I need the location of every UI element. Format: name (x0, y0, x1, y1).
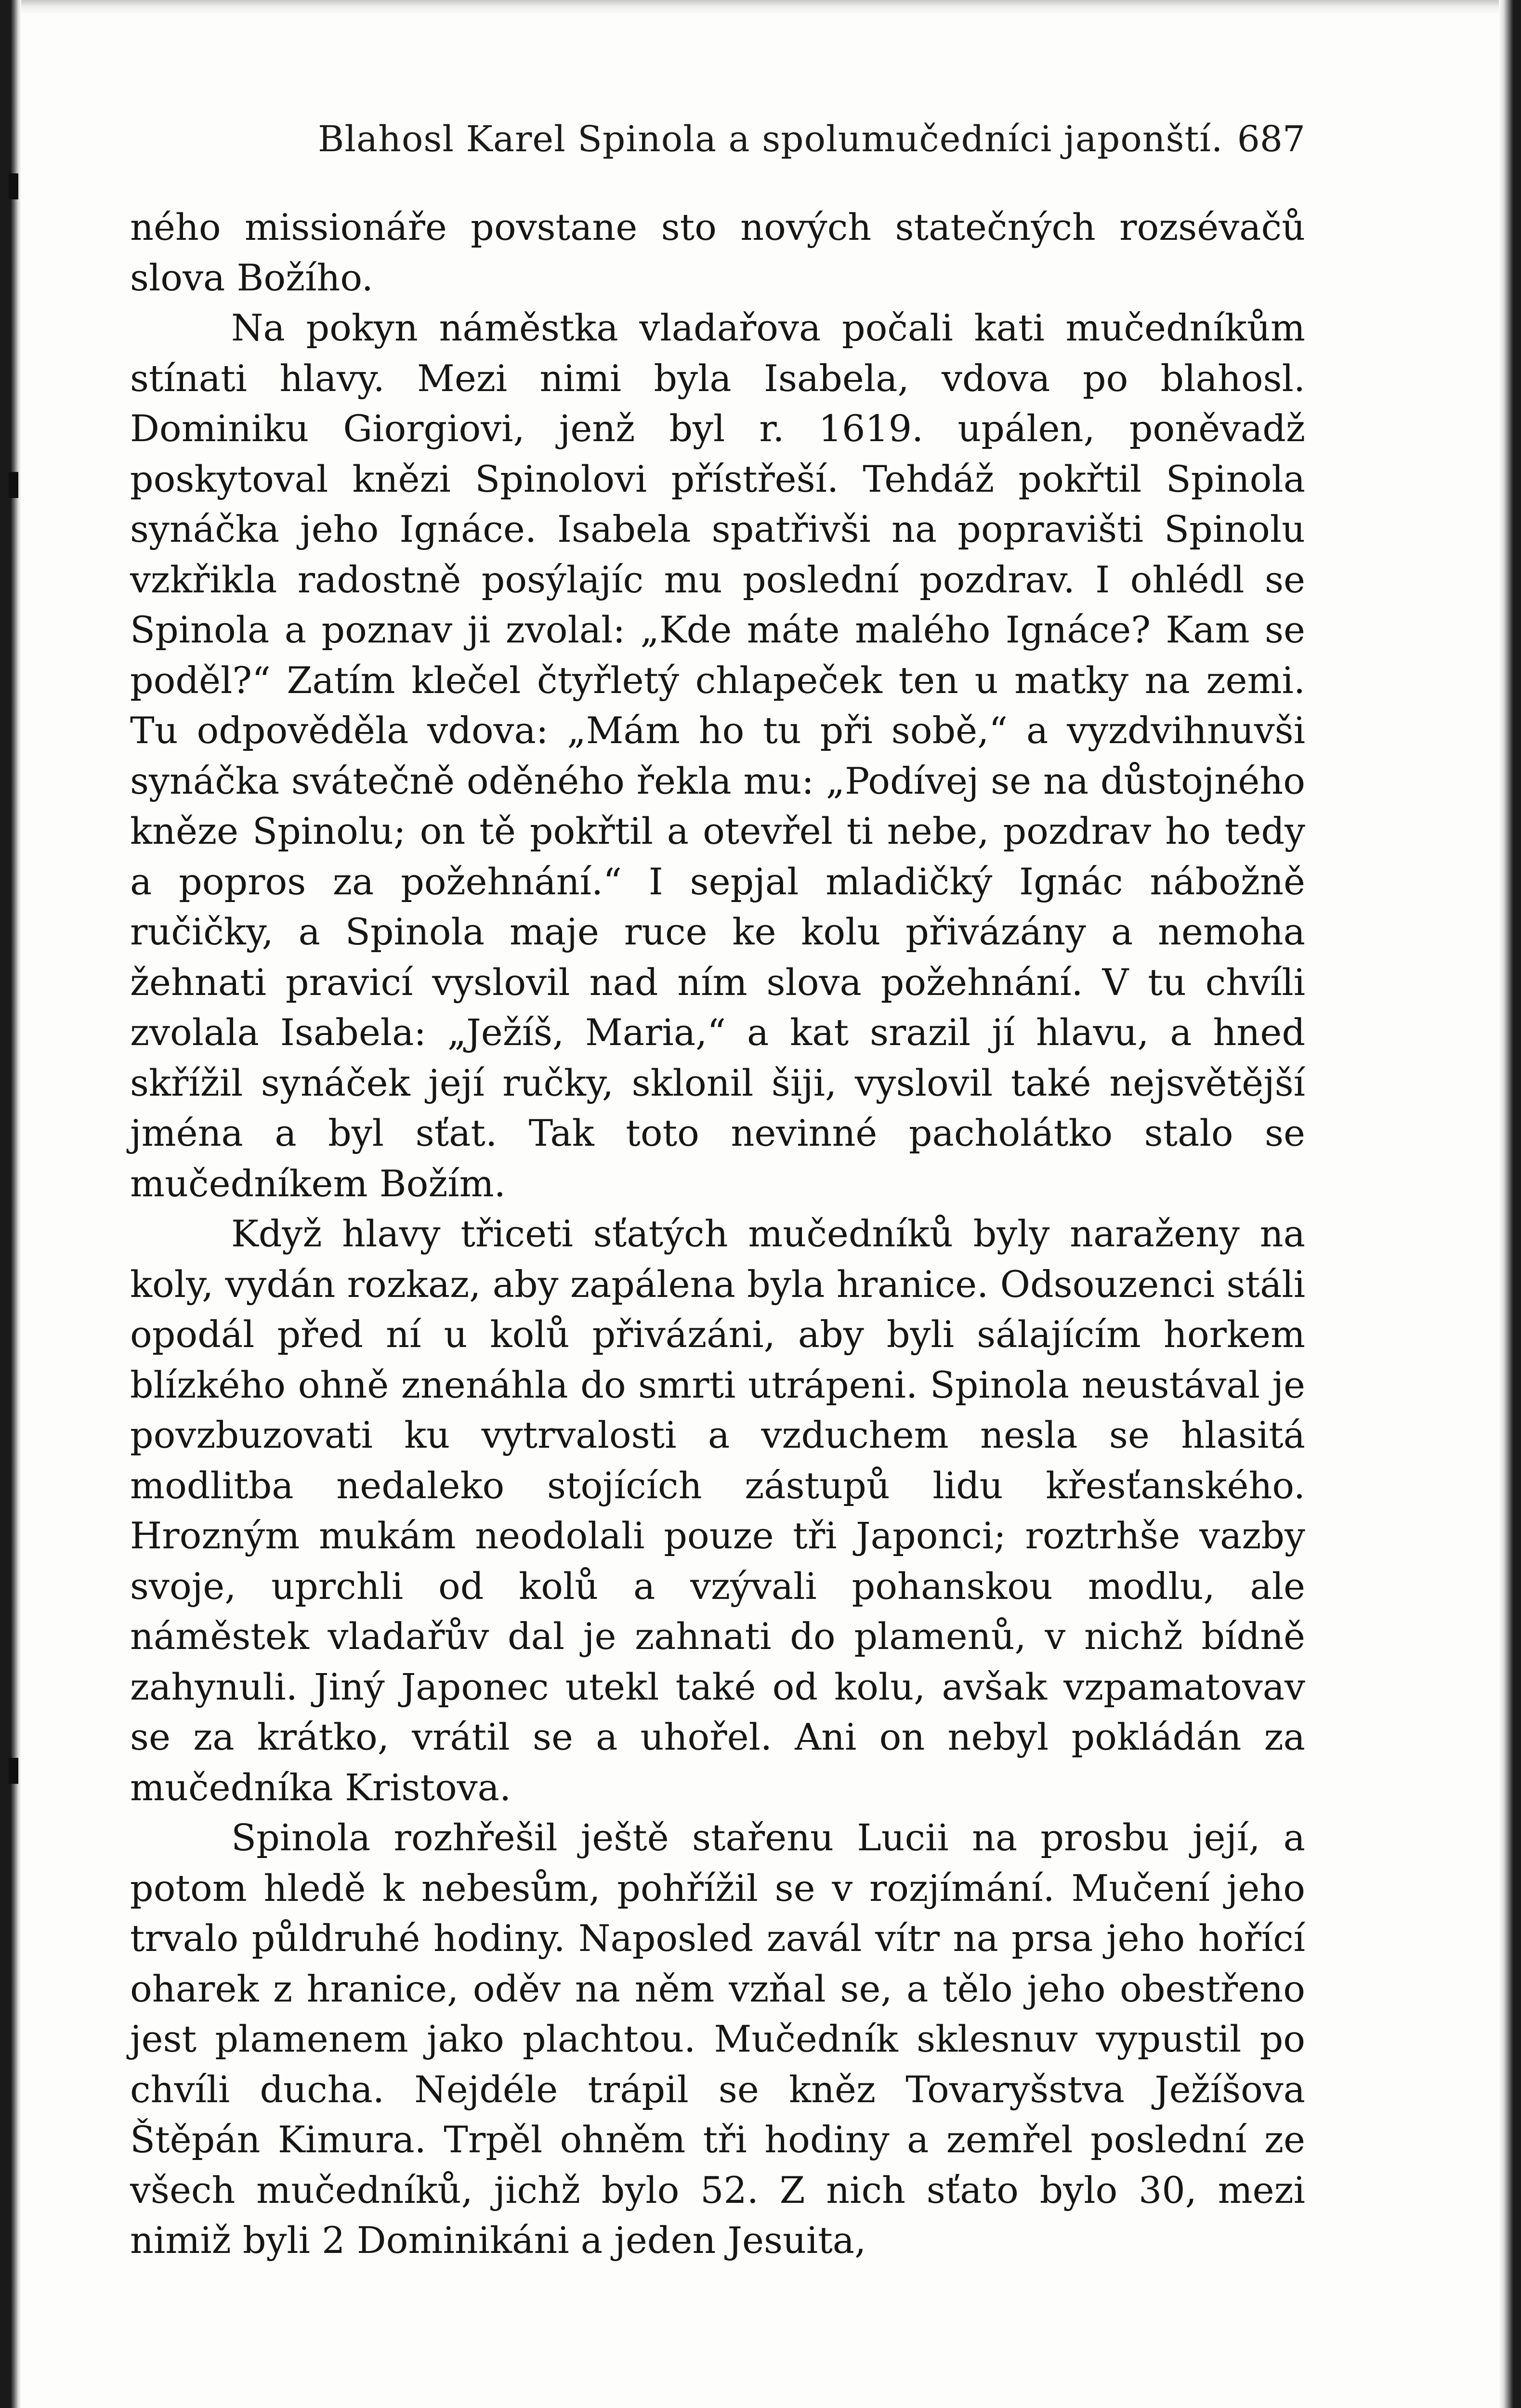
scan-left-edge (0, 0, 21, 2408)
page-number: 687 (1237, 118, 1305, 160)
scan-right-edge (1499, 0, 1521, 2408)
paragraph: Na pokyn náměstka vladařova počali kati mučedníkům stínati hlavy. Mezi nimi byla Isabela, vdova po blahosl. Dominiku Giorgiovi, jenž byl r. 1619. upálen, poněvadž poskytoval knězi Spinolovi přístřeší. Tehdáž pokřtil Spinola synáčka jeho Ignáce. Isabela spatřivši na popravišti Spinolu vzkřikla radostně posýlajíc mu poslední pozdrav. I ohlédl se Spinola a poznav ji zvolal: „Kde máte malého Ignáce? Kam se poděl?“ Zatím klečel čtyřletý chlapeček ten u matky na zemi. Tu odpověděla vdova: „Mám ho tu při sobě,“ a vyzdvihnuvši synáčka svátečně oděného řekla mu: „Podívej se na důstojného kněze Spinolu; on tě pokřtil a otevřel ti nebe, pozdrav ho tedy a popros za požehnání.“ I sepjal mladičký Ignác nábožně ručičky, a Spinola maje ruce ke kolu přivázány a nemoha žehnati pravicí vyslovil nad ním slova požehnání. V tu chvíli zvolala Isabela: „Ježíš, Maria,“ a kat srazil jí hlavu, a hned skřížil synáček její ručky, sklonil šiji, vyslovil také nejsvětější jména a byl sťat. Tak toto nevinné pacholátko stalo se mučedníkem Božím. (130, 306, 1305, 1205)
scan-edge-mark (9, 173, 18, 199)
paragraph-continued: ného missionáře povstane sto nových statečných rozsévačů slova Božího. (130, 206, 1305, 299)
scan-edge-mark (9, 472, 18, 498)
paragraph: Když hlavy třiceti sťatých mučedníků byly naraženy na koly, vydán rozkaz, aby zapálena byla hranice. Odsouzenci stáli opodál před ní u kolů přivázáni, aby byli sálajícím horkem blízkého ohně znenáhla do smrti utrápeni. Spinola neustával je povzbuzovati ku vytrvalosti a vzduchem nesla se hlasitá modlitba nedaleko stojících zástupů lidu křesťanského. Hrozným mukám neodolali pouze tři Japonci; roztrhše vazby svoje, uprchli od kolů a vzývali pohanskou modlu, ale náměstek vladařův dal je zahnati do plamenů, v nichž bídně zahynuli. Jiný Japonec utekl také od kolu, avšak vzpamatovav se za krátko, vrátil se a uhořel. Ani on nebyl pokládán za mučedníka Kristova. (130, 1212, 1305, 1809)
paragraph: Spinola rozhřešil ještě stařenu Lucii na prosbu její, a potom hledě k nebesům, pohřížil se v rozjímání. Mučení jeho trvalo půldruhé hodiny. Naposled zavál vítr na prsa jeho hořící oharek z hranice, oděv na něm vzňal se, a tělo jeho obestřeno jest plamenem jako plachtou. Mučedník sklesnuv vypustil po chvíli ducha. Nejdéle trápil se kněz Tovaryšstva Ježíšova Štěpán Kimura. Trpěl ohněm tři hodiny a zemřel poslední ze všech mučedníků, jichž bylo 52. Z nich sťato bylo 30, mezi nimiž byli 2 Dominikáni a jeden Jesuita, (130, 1816, 1305, 2262)
scan-top-edge (0, 0, 1521, 14)
body-text (130, 202, 1305, 2266)
scan-edge-mark (9, 1758, 18, 1784)
running-header (130, 118, 1305, 171)
running-title: Blahosl Karel Spinola a spolumučedníci japonští. (318, 118, 1223, 160)
